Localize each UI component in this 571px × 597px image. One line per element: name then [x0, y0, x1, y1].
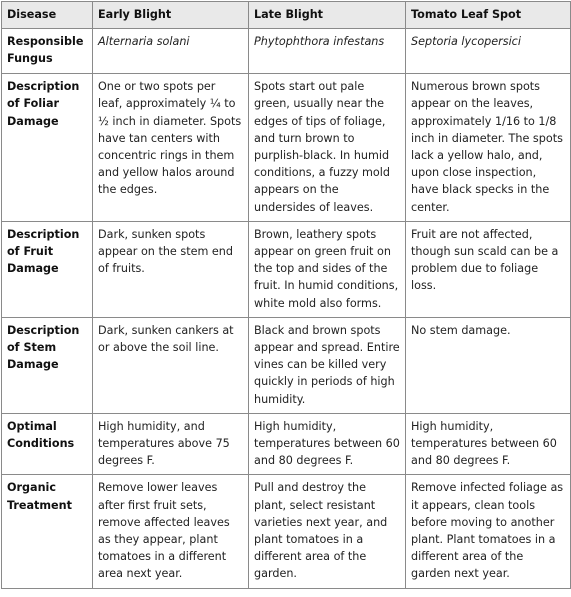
header-early-blight: Early Blight — [93, 2, 249, 29]
cell-early-blight-treatment: Remove lower leaves after first fruit sets, remove affected leaves as they appear, plant tomatoes in a different area next year. — [93, 475, 249, 588]
row-label-foliar-damage: Description of Foliar Damage — [2, 74, 93, 222]
tomato-disease-table — [1, 1, 571, 589]
row-label-stem-damage: Description of Stem Damage — [2, 317, 93, 413]
table-row — [2, 29, 571, 74]
header-row — [2, 2, 571, 29]
table-row — [2, 413, 571, 475]
cell-late-blight-treatment: Pull and destroy the plant, select resistant varieties next year, and plant tomatoes in a different area of the garden. — [249, 475, 406, 588]
cell-leaf-spot-stem: No stem damage. — [406, 317, 571, 413]
row-label-fungus: Responsible Fungus — [2, 29, 93, 74]
header-tomato-leaf-spot: Tomato Leaf Spot — [406, 2, 571, 29]
row-label-optimal-conditions: Optimal Conditions — [2, 413, 93, 475]
row-label-fruit-damage: Description of Fruit Damage — [2, 221, 93, 317]
cell-early-blight-fruit: Dark, sunken spots appear on the stem end of fruits. — [93, 221, 249, 317]
table-row — [2, 221, 571, 317]
cell-late-blight-stem: Black and brown spots appear and spread. Entire vines can be killed very quickly in periods of high humidity. — [249, 317, 406, 413]
row-label-organic-treatment: Organic Treatment — [2, 475, 93, 588]
cell-early-blight-foliar: One or two spots per leaf, approximately ¼ to ½ inch in diameter. Spots have tan centers with concentric rings in them and yellow halos around the edges. — [93, 74, 249, 222]
cell-late-blight-conditions: High humidity, temperatures between 60 and 80 degrees F. — [249, 413, 406, 475]
cell-leaf-spot-fruit: Fruit are not affected, though sun scald can be a problem due to foliage loss. — [406, 221, 571, 317]
table-body — [2, 29, 571, 588]
cell-leaf-spot-treatment: Remove infected foliage as it appears, clean tools before moving to another plant. Plant tomatoes in a different area of the garden next year. — [406, 475, 571, 588]
cell-early-blight-fungus: Alternaria solani — [93, 29, 249, 74]
cell-leaf-spot-foliar: Numerous brown spots appear on the leaves, approximately 1/16 to 1/8 inch in diameter. The spots lack a yellow halo, and, upon close inspection, have black specks in the center. — [406, 74, 571, 222]
header-late-blight: Late Blight — [249, 2, 406, 29]
cell-early-blight-stem: Dark, sunken cankers at or above the soil line. — [93, 317, 249, 413]
cell-late-blight-foliar: Spots start out pale green, usually near the edges of tips of foliage, and turn brown to purplish-black. In humid conditions, a fuzzy mold appears on the undersides of leaves. — [249, 74, 406, 222]
cell-leaf-spot-fungus: Septoria lycopersici — [406, 29, 571, 74]
table-header — [2, 2, 571, 29]
cell-leaf-spot-conditions: High humidity, temperatures between 60 and 80 degrees F. — [406, 413, 571, 475]
table-row — [2, 74, 571, 222]
cell-early-blight-conditions: High humidity, and temperatures above 75 degrees F. — [93, 413, 249, 475]
table-row — [2, 317, 571, 413]
cell-late-blight-fruit: Brown, leathery spots appear on green fruit on the top and sides of the fruit. In humid conditions, white mold also forms. — [249, 221, 406, 317]
cell-late-blight-fungus: Phytophthora infestans — [249, 29, 406, 74]
table-row — [2, 475, 571, 588]
header-disease: Disease — [2, 2, 93, 29]
